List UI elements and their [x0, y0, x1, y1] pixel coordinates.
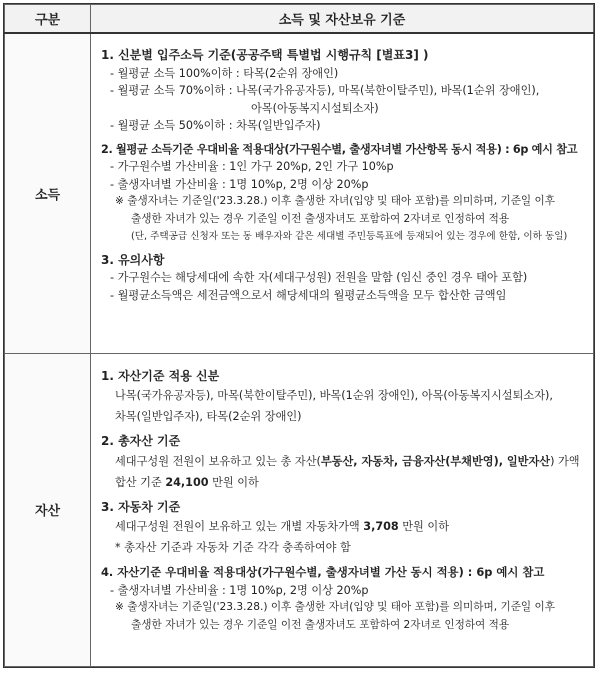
income-s2-note: 출생한 자녀가 있는 경우 기준일 이전 출생자녀도 포함하여 2자녀로 인정하여 적용: [131, 212, 510, 225]
criteria-table-frame: [3, 3, 595, 668]
income-s2-note: (단, 주택공급 신청자 또는 동 배우자와 같은 세대별 주민등록표에 등재되어 있는 경우에 한함, 이하 동일): [131, 231, 568, 242]
income-s2-line: - 가구원수별 가산비율 : 1인 가구 20%p, 2인 가구 10%p: [110, 160, 394, 173]
income-s1-line: - 월평균 소득 50%이하 : 차목(일반입주자): [110, 119, 321, 132]
car-value-limit: 3,708: [363, 520, 399, 533]
income-s1-line: 아목(아동복지시설퇴소자): [251, 101, 379, 115]
criteria-table: [4, 4, 594, 667]
header-category: 구분: [5, 5, 91, 34]
asset-s2-line: 세대구성원 전원이 보유하고 있는 총 자산(부동산, 자동차, 금융자산(부채반영), 일반자산) 가액: [115, 454, 580, 468]
income-section-3-title: 3. 유의사항: [101, 252, 165, 267]
income-s2-note: ※ 출생자녀는 기준일('23.3.28.) 이후 출생한 자녀(입양 및 태아 포함)를 의미하며, 기준일 이후: [115, 195, 556, 207]
income-s1-line: - 월평균 소득 100%이하 : 타목(2순위 장애인): [110, 66, 339, 80]
asset-s4-note: ※ 출생자녀는 기준일('23.3.28.) 이후 출생한 자녀(입양 및 태아 포함)를 의미하며, 기준일 이후: [115, 601, 556, 613]
asset-category-label: 자산: [5, 353, 91, 667]
asset-s1-line: 나목(국가유공자등), 마목(북한이탈주민), 바목(1순위 장애인), 아목(아동복지시설퇴소자),: [115, 389, 553, 402]
asset-s4-note: 출생한 자녀가 있는 경우 기준일 이전 출생자녀도 포함하여 2자녀로 인정하여 적용: [131, 618, 510, 631]
asset-s1-line: 차목(일반입주자), 타목(2순위 장애인): [115, 410, 302, 423]
asset-types-bold: 부동산, 자동차, 금융자산(부채반영), 일반자산: [320, 454, 551, 468]
asset-s3-line: 세대구성원 전원이 보유하고 있는 개별 자동차가액 3,708 만원 이하: [115, 520, 450, 533]
asset-row: [5, 353, 594, 667]
asset-s2-line: 합산 기준 24,100 만원 이하: [115, 475, 259, 489]
income-category-label: 소득: [5, 33, 91, 353]
asset-section-4-title: 4. 자산기준 우대비율 적용대상(가구원수별, 출생자녀별 가산 동시 적용) : 6p 예시 참고: [101, 565, 545, 579]
asset-content: [91, 353, 594, 667]
asset-section-1-title: 1. 자산기준 적용 신분: [101, 368, 220, 383]
asset-section-2-title: 2. 총자산 기준: [101, 434, 181, 448]
table-header-row: [5, 5, 594, 34]
income-section-1-title: 1. 신분별 입주소득 기준(공공주택 특별법 시행규칙 [별표3] ): [101, 48, 429, 62]
asset-section-3-title: 3. 자동차 기준: [101, 499, 181, 514]
income-s3-line: - 가구원수는 해당세대에 속한 자(세대구성원) 전원을 말함 (임신 중인 경우 태아 포함): [110, 271, 528, 284]
income-s1-line: - 월평균 소득 70%이하 : 나목(국가유공자등), 마목(북한이탈주민), 바목(1순위 장애인),: [110, 84, 540, 97]
income-content: [91, 33, 594, 353]
income-section-2-title: 2. 월평균 소득기준 우대비율 적용대상(가구원수별, 출생자녀별 가산항목 동시 적용) : 6p 예시 참고: [101, 142, 578, 156]
income-row: [5, 33, 594, 353]
total-asset-limit: 24,100: [165, 475, 209, 489]
income-s2-line: - 출생자녀별 가산비율 : 1명 10%p, 2명 이상 20%p: [110, 177, 369, 191]
income-s3-line: - 월평균소득액은 세전금액으로서 해당세대의 월평균소득액을 모두 합산한 금액임: [110, 288, 507, 302]
asset-s4-line: - 출생자녀별 가산비율 : 1명 10%p, 2명 이상 20%p: [110, 583, 369, 597]
header-criteria: 소득 및 자산보유 기준: [91, 5, 594, 34]
asset-s3-note: * 총자산 기준과 자동차 기준 각각 충족하여야 함: [115, 541, 351, 554]
